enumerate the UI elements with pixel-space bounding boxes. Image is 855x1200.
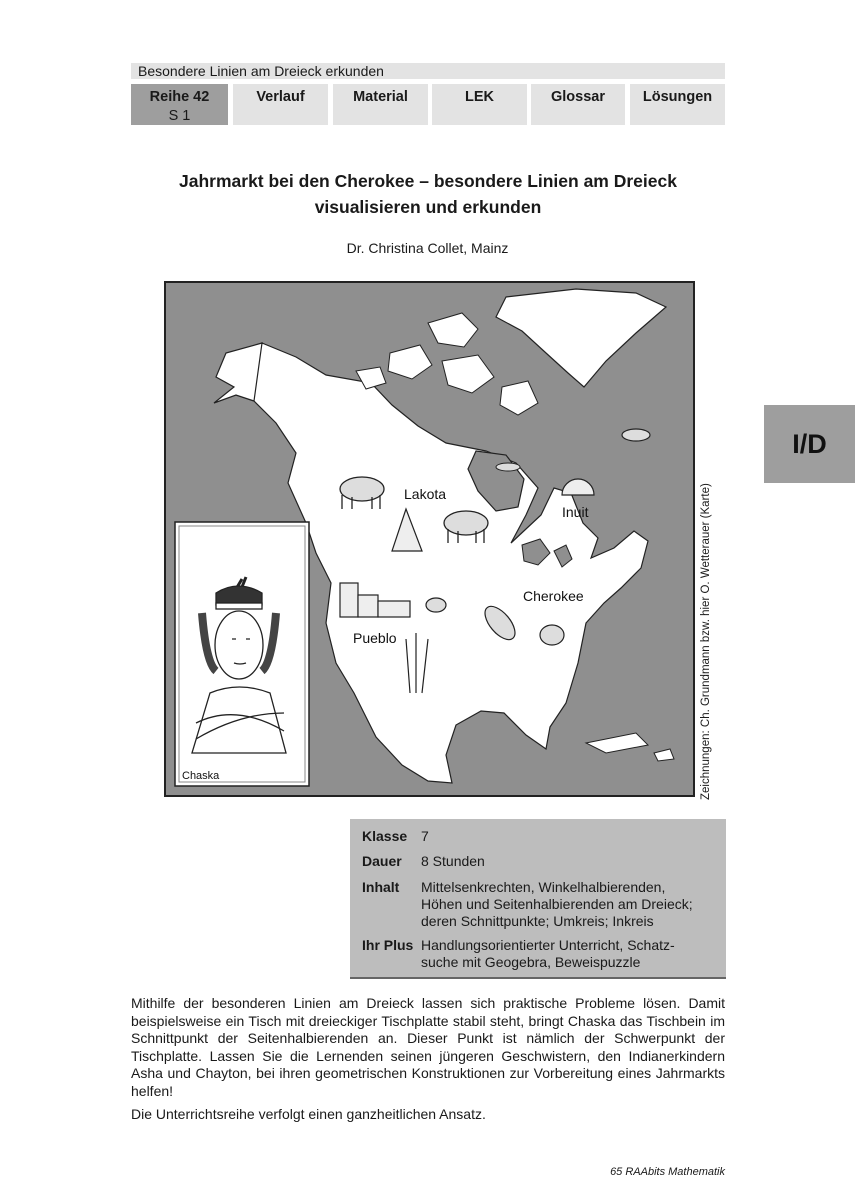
label-inuit: Inuit	[562, 504, 589, 520]
portrait-caption: Chaska	[182, 770, 220, 782]
info-value	[421, 937, 721, 971]
nav-verlauf[interactable]: Verlauf	[233, 84, 328, 125]
info-value: 8 Stunden	[421, 853, 485, 869]
info-value-line: Höhen und Seitenhalbierenden am Dreieck;	[421, 896, 693, 912]
title-line-2: visualisieren und erkunden	[314, 197, 542, 217]
fish-icon	[496, 463, 520, 471]
series-title-bar	[131, 63, 725, 79]
info-value-line: suche mit Geogebra, Beweispuzzle	[421, 954, 641, 970]
author: Dr. Christina Collet, Mainz	[346, 240, 509, 256]
page-title	[110, 168, 746, 220]
label-pueblo: Pueblo	[353, 630, 397, 646]
series-title: Besondere Linien am Dreieck erkunden	[138, 63, 384, 79]
info-value-line: Mittelsenkrechten, Winkelhalbierenden,	[421, 879, 666, 895]
info-value-line: deren Schnittpunkte; Umkreis; Inkreis	[421, 913, 654, 929]
image-credit	[698, 460, 716, 800]
info-key: Dauer	[362, 853, 402, 869]
arctic-island-2	[388, 345, 432, 379]
image-credit-text: Zeichnungen: Ch. Grundmann bzw. hier O. Wetterauer (Karte)	[700, 483, 712, 800]
seal-icon	[622, 429, 650, 441]
alaska-shape	[214, 343, 262, 403]
igloo-icon	[562, 479, 594, 495]
page-footer: 65 RAAbits Mathematik	[610, 1166, 725, 1178]
info-key: Inhalt	[362, 879, 400, 895]
intro-text	[131, 995, 725, 1130]
map-illustration	[166, 283, 693, 795]
intro-paragraph: Die Unterrichtsreihe verfolgt einen ganzheitlichen Ansatz.	[131, 1106, 486, 1122]
arctic-island-3	[442, 355, 494, 393]
info-box	[350, 819, 726, 979]
title-line-1: Jahrmarkt bei den Cherokee – besondere Linien am Dreieck	[179, 171, 677, 191]
section-tab[interactable]: I/D	[764, 405, 855, 483]
nav-reihe-label: Reihe 42	[149, 89, 210, 105]
nav-reihe[interactable]	[131, 84, 228, 125]
info-value	[421, 879, 721, 930]
nav-material[interactable]: Material	[333, 84, 428, 125]
rabbit-icon	[426, 598, 446, 612]
greenland-shape	[496, 289, 666, 387]
basket-weaver-icon	[540, 625, 564, 645]
label-lakota: Lakota	[404, 486, 447, 502]
arctic-island-1	[428, 313, 478, 347]
arctic-island-5	[500, 381, 538, 415]
info-value: 7	[421, 828, 429, 844]
nav-lek[interactable]: LEK	[432, 84, 527, 125]
navigation-bar	[131, 84, 725, 125]
caribbean-islands	[586, 733, 674, 761]
info-key: Klasse	[362, 828, 408, 844]
nav-reihe-page: S 1	[168, 108, 191, 124]
portrait-inset	[175, 522, 309, 786]
info-value-line: Handlungsorientierter Unterricht, Schatz-	[421, 937, 675, 953]
info-key: Ihr Plus	[362, 937, 414, 953]
nav-loesungen[interactable]: Lösungen	[630, 84, 725, 125]
label-cherokee: Cherokee	[523, 588, 584, 604]
nav-glossar[interactable]: Glossar	[531, 84, 625, 125]
intro-paragraph: Mithilfe der besonderen Linien am Dreieck lassen sich praktische Probleme lösen. Damit beispielsweise ein Tisch mit dreieckiger Tischplatte stabil steht, bringt Chaska das Tischbein im Schnittpunkt der Seitenhalbierenden an. Dieser Punkt ist nämlich der Schwerpunkt der Tischplatte. Lassen Sie die Lernenden seinen jüngeren Geschwistern, den Indianerkindern Asha und Chayton, bei ihren geometrischen Konstruktionen zur Vorbereitung eines Jahrmarkts helfen!	[131, 995, 725, 1099]
north-america-map	[164, 281, 695, 797]
